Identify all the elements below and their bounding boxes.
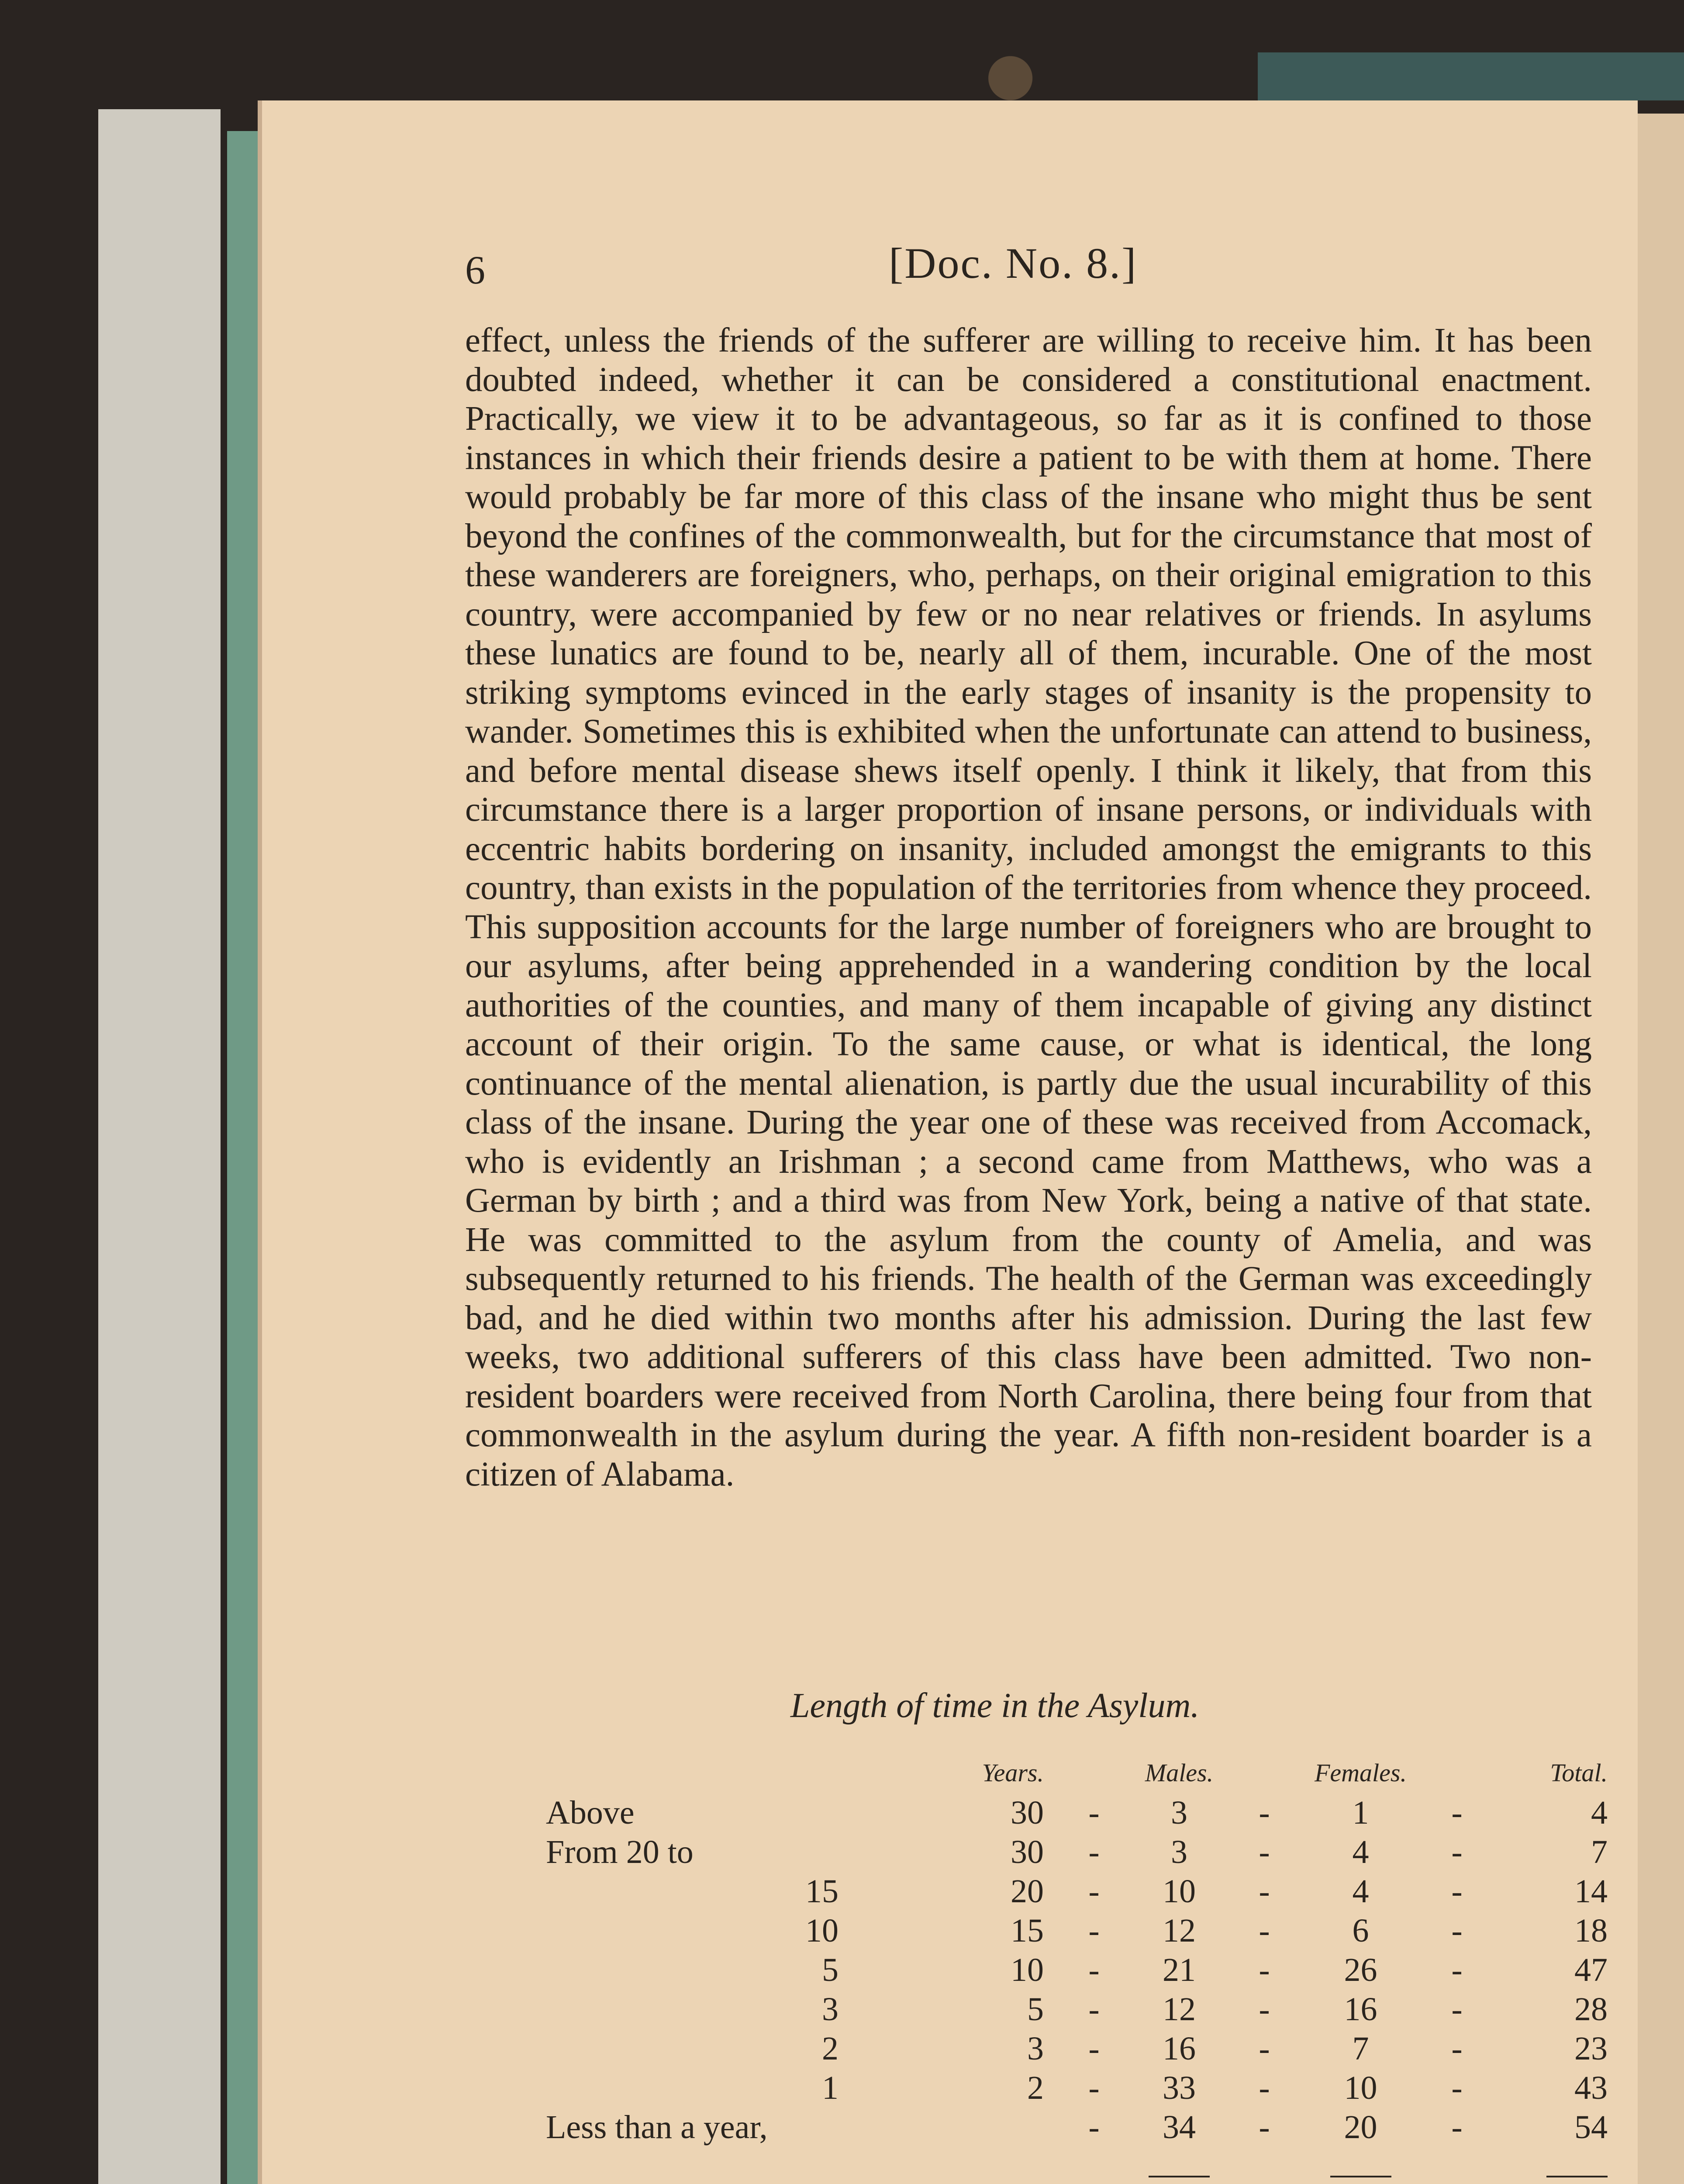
row-separator: - [1451,1873,1463,1910]
row-total: 4 [1591,1794,1608,1831]
body-paragraph: effect, unless the friends of the sufferer are willing to receive him. It has been doubted indeed, whether it can be considered a constitutional enactment. Practically, we view it to be advantageous, so far as it is confined to those instances in which their friends desire a patient to be with them at home. There would probably be far more of this class of the insane who might thus be sent beyond the confines of the commonwealth, but for the circumstance that most of these wanderers are foreigners, who, perhaps, on their original emigration to this country, were accompanied by few or no near relatives or friends. In asylums these lunatics are found to be, nearly all of them, incurable. One of the most striking symptoms evinced in the early stages of insanity is the propensity to wander. Sometimes this is exhibited when the unfortunate can attend to business, and before mental disease shews itself openly. I think it likely, that from this circumstance there is a larger proportion of insane persons, or individuals with eccentric habits bordering on insanity, included amongst the emigrants to this country, than exists in the population of the territories from whence they proceed. This supposition accounts for the large number of foreigners who are brought to our asylums, after being apprehended in a wandering condition by the local authorities of the counties, and many of them incapable of giving any distinct account of their origin. To the same cause, or what is identical, the long continuance of the mental alienation, is partly due the usual incurability of this class of the insane. During the year one of these was received from Accomack, who is evidently an Irishman ; a second came from Matthews, who was a German by birth ; and a third was from New York, being a native of that state. He was committed to the asylum from the county of Amelia, and was subsequently returned to his friends. The health of the German was exceedingly bad, and he died within two months after his admission. During the last few weeks, two additional sufferers of this class have been admitted. Two non-resident boarders were received from North Carolina, there being four from that commonwealth in the asylum during the year. A fifth non-resident boarder is a citizen of Alabama. [465,321,1592,1493]
row-males: 33 [1163,2069,1196,2106]
table-row [546,1832,1608,1872]
table-title: Length of time in the Asylum. [790,1686,1200,1725]
row-males: 16 [1163,2030,1196,2067]
row-years: 3 [1027,2030,1044,2067]
table-row [546,1990,1608,2029]
row-years: 5 [1027,1990,1044,2028]
row-separator: - [1259,2069,1270,2106]
running-header: [Doc. No. 8.] [889,239,1138,287]
row-separator: - [1259,1833,1270,1870]
row-total: 23 [1574,2030,1608,2067]
row-separator: - [1088,1951,1100,1988]
binding-strip [227,131,258,2184]
row-separator: - [1259,1794,1270,1831]
row-label: 1 [822,2069,839,2106]
row-females: 7 [1352,2030,1369,2067]
page-number: 6 [465,248,485,292]
row-separator: - [1088,1873,1100,1910]
row-separator: - [1451,1951,1463,1988]
totals-rule-row [546,2147,1608,2184]
row-females: 26 [1344,1951,1377,1988]
rule-line [1546,2176,1608,2177]
row-females: 6 [1352,1912,1369,1949]
row-separator: - [1259,2030,1270,2067]
row-separator: - [1451,1794,1463,1831]
row-years: 30 [1011,1833,1044,1870]
row-separator: - [1088,1794,1100,1831]
table-row [546,2108,1608,2147]
row-males: 3 [1171,1794,1187,1831]
row-separator: - [1088,2069,1100,2106]
page-edges [1638,114,1684,2184]
row-separator: - [1259,2108,1270,2146]
row-label: 10 [805,1912,839,1949]
table-row [546,1950,1608,1990]
row-label: From 20 to [546,1833,694,1870]
row-label: 5 [822,1951,839,1988]
rule-line [1149,2176,1210,2177]
endpaper [98,109,221,2184]
row-males: 12 [1163,1990,1196,2028]
row-separator: - [1259,1912,1270,1949]
table-row [546,1872,1608,1911]
row-years: 2 [1027,2069,1044,2106]
row-total: 54 [1574,2108,1608,2146]
row-years: 15 [1011,1912,1044,1949]
row-separator: - [1088,1833,1100,1870]
row-total: 14 [1574,1873,1608,1910]
table-row [546,1793,1608,1832]
row-females: 20 [1344,2108,1377,2146]
row-separator: - [1088,2030,1100,2067]
row-separator: - [1088,1990,1100,2028]
row-separator: - [1451,1833,1463,1870]
row-females: 10 [1344,2069,1377,2106]
row-separator: - [1088,2108,1100,2146]
header-years: Years. [982,1759,1044,1787]
row-label: Above [546,1794,635,1831]
header-females: Females. [1315,1759,1407,1787]
cover-cloth-spine [1258,52,1684,100]
row-separator: - [1259,1873,1270,1910]
table-header-row [546,1758,1608,1793]
row-total: 43 [1574,2069,1608,2106]
header-total: Total. [1550,1759,1608,1787]
header-males: Males. [1145,1759,1214,1787]
row-separator: - [1259,1990,1270,2028]
row-label: 3 [822,1990,839,2028]
row-separator: - [1088,1912,1100,1949]
row-females: 4 [1352,1873,1369,1910]
row-label: 2 [822,2030,839,2067]
row-separator: - [1451,1990,1463,2028]
row-separator: - [1451,2108,1463,2146]
table-row [546,2029,1608,2068]
row-separator: - [1259,1951,1270,1988]
row-total: 18 [1574,1912,1608,1949]
row-separator: - [1451,2069,1463,2106]
table-row [546,2068,1608,2108]
row-females: 1 [1352,1794,1369,1831]
row-males: 10 [1163,1873,1196,1910]
row-years: 30 [1011,1794,1044,1831]
row-total: 7 [1591,1833,1608,1870]
row-males: 21 [1163,1951,1196,1988]
row-males: 34 [1163,2108,1196,2146]
row-years: 10 [1011,1951,1044,1988]
table-row [546,1911,1608,1950]
row-years: 20 [1011,1873,1044,1910]
row-total: 47 [1574,1951,1608,1988]
row-label: 15 [805,1873,839,1910]
row-males: 3 [1171,1833,1187,1870]
row-females: 16 [1344,1990,1377,2028]
row-separator: - [1451,2030,1463,2067]
row-label: Less than a year, [546,2108,768,2146]
length-of-time-table [546,1758,1608,2184]
row-total: 28 [1574,1990,1608,2028]
row-females: 4 [1352,1833,1369,1870]
row-separator: - [1451,1912,1463,1949]
rule-line [1330,2176,1391,2177]
row-males: 12 [1163,1912,1196,1949]
